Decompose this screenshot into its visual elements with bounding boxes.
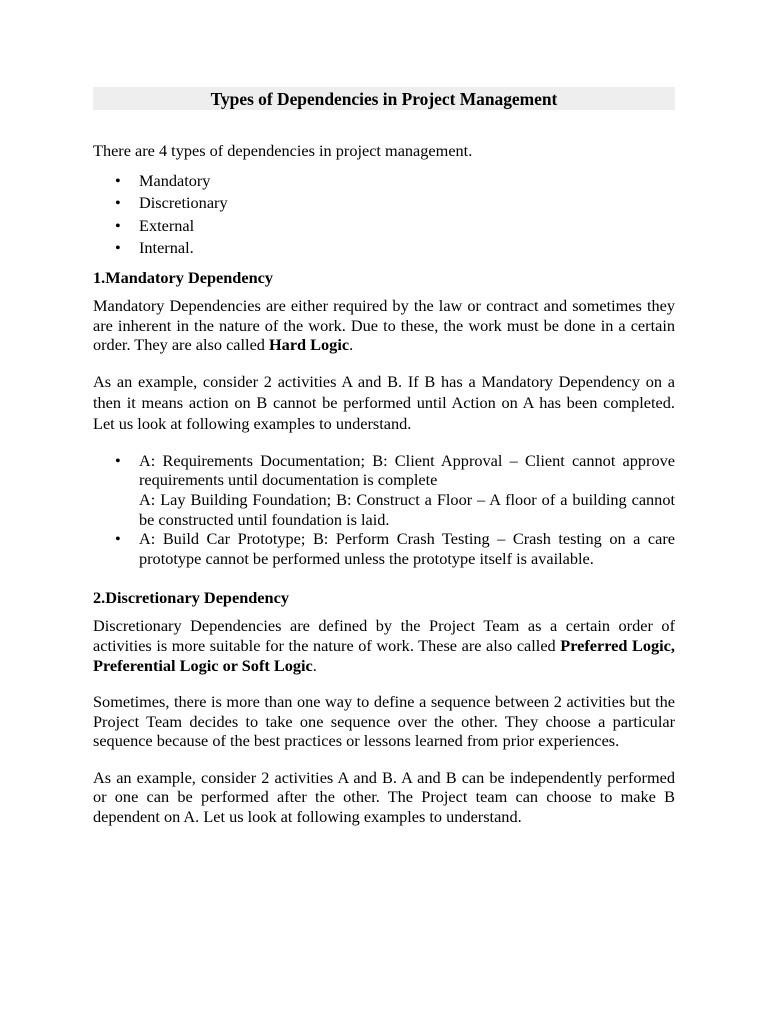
example-requirements-text: A: Requirements Documentation; B: Client Approval – Client cannot approve requirements until documentation is complete — [139, 450, 675, 490]
list-item-external: • External — [93, 215, 675, 238]
list-item-discretionary: • Discretionary — [93, 192, 675, 215]
mandatory-definition-text: Mandatory Dependencies are either required by the law or contract and sometimes they are inherent in the nature of the work. Due to these, the work must be done in a certain order. They are also called — [93, 295, 675, 355]
hard-logic-term: Hard Logic — [269, 335, 350, 355]
discretionary-definition-paragraph — [93, 616, 675, 675]
example-foundation-text: A: Lay Building Foundation; B: Construct a Floor – A floor of a building cannot be constructed until foundation is laid. — [139, 489, 675, 529]
page-title: Types of Dependencies in Project Management — [93, 87, 675, 110]
types-list — [93, 170, 675, 260]
intro-paragraph: There are 4 types of dependencies in project management. — [93, 141, 473, 160]
discretionary-heading: 2.Discretionary Dependency — [93, 588, 289, 608]
document-page — [93, 87, 675, 827]
mandatory-definition-end: . — [349, 335, 354, 355]
mandatory-example-paragraph: As an example, consider 2 activities A and B. If B has a Mandatory Dependency on a then it means action on B cannot be performed until Action on A has been completed. Let us look at following examples to understand. — [93, 371, 675, 433]
mandatory-heading: 1.Mandatory Dependency — [93, 267, 273, 287]
discretionary-example-paragraph: As an example, consider 2 activities A and B. A and B can be independently performed or one can be performed after the other. The Project team can choose to make B dependent on A. Let us look at following examples to understand. — [93, 767, 675, 827]
mandatory-definition-paragraph — [93, 296, 675, 355]
list-item-mandatory: • Mandatory — [93, 170, 675, 193]
soft-logic-term: Preferred Logic, Preferential Logic or Soft Logic — [93, 635, 675, 675]
example-item-requirements — [93, 451, 675, 529]
discretionary-definition-end: . — [312, 655, 317, 675]
list-item-internal: • Internal. — [93, 237, 675, 260]
discretionary-definition-text: Discretionary Dependencies are defined by the Project Team as a certain order of activities is more suitable for the nature of work. These are also called — [93, 616, 675, 655]
discretionary-sequence-paragraph: Sometimes, there is more than one way to define a sequence between 2 activities but the Project Team decides to take one sequence over the other. They choose a particular sequence because of the best practices or lessons learned from prior experiences. — [93, 692, 675, 751]
example-item-prototype: • A: Build Car Prototype; B: Perform Crash Testing – Crash testing on a care prototype cannot be performed unless the prototype itself is available. — [93, 529, 675, 568]
mandatory-examples-list — [93, 451, 675, 569]
